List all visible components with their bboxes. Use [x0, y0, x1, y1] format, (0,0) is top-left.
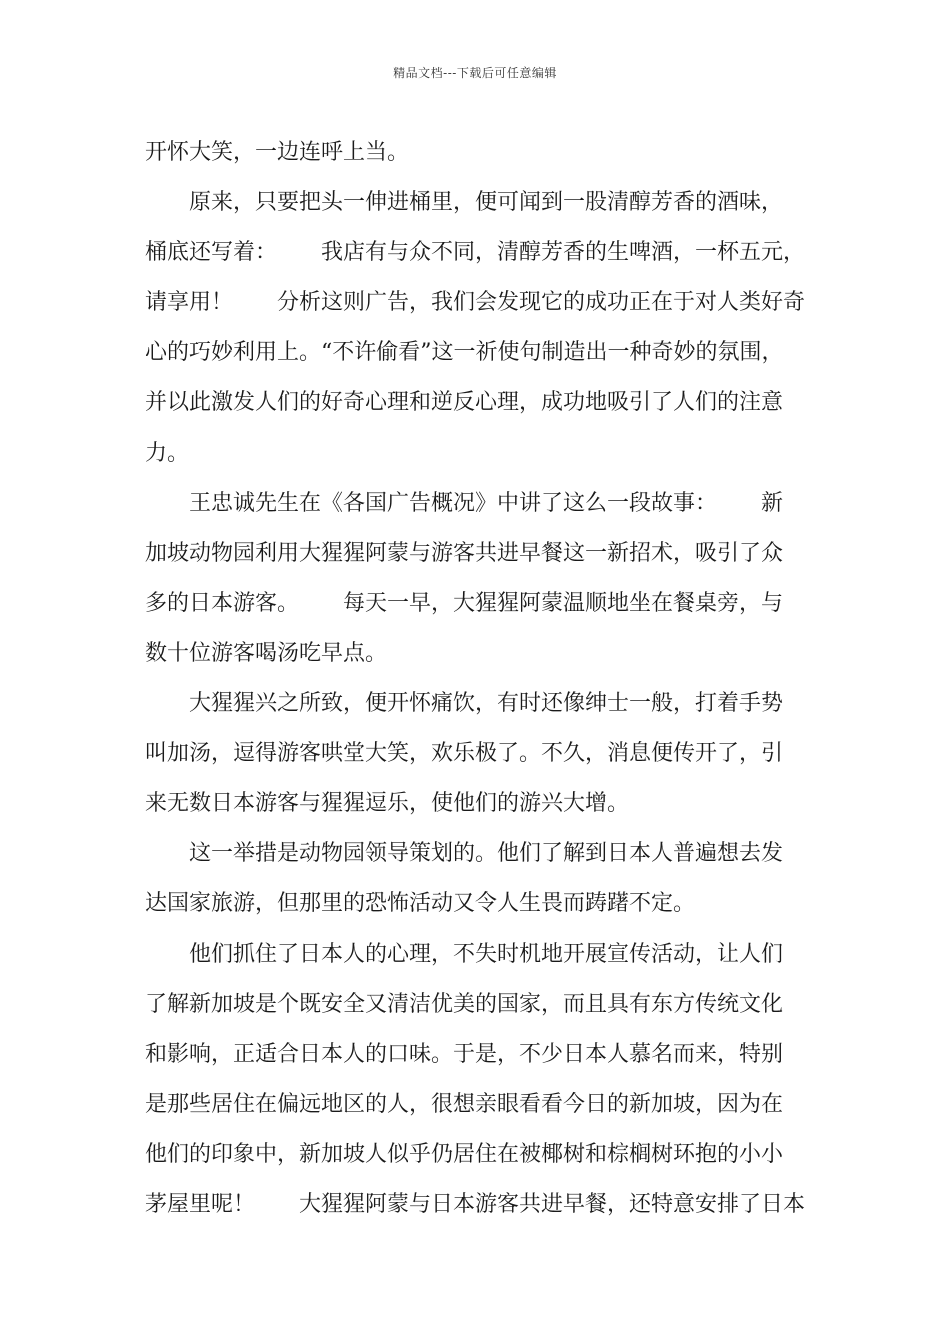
text-line [145, 1180, 815, 1230]
text-line [145, 679, 815, 729]
text-line [145, 980, 815, 1030]
text-line [145, 278, 815, 328]
text-segment: 力。 [145, 440, 190, 466]
text-segment: 王忠诚先生在《各国广告概况》中讲了这么一段故事： [189, 490, 718, 516]
text-segment: 和影响，正适合日本人的口味。于是，不少日本人慕名而来，特别 [145, 1041, 784, 1067]
text-line [145, 228, 815, 278]
text-line [145, 879, 815, 929]
text-line [145, 579, 815, 629]
text-line [145, 1130, 815, 1180]
text-segment: 达国家旅游，但那里的恐怖活动又令人生畏而踌躇不定。 [145, 891, 696, 917]
text-line [145, 1080, 815, 1130]
text-segment: 来无数日本游客与猩猩逗乐，使他们的游兴大增。 [145, 791, 630, 817]
text-segment: 他们的印象中，新加坡人似乎仍居住在被椰树和棕榈树环抱的小小 [145, 1141, 784, 1167]
text-line [145, 779, 815, 829]
text-line [145, 378, 815, 428]
text-line [145, 178, 815, 228]
text-segment: 心的巧妙利用上。“不许偷看”这一祈使句制造出一种奇妙的氛围， [145, 340, 784, 366]
text-segment: 原来，只要把头一伸进桶里，便可闻到一股清醇芳香的酒味， [189, 190, 784, 216]
text-segment: 新 [761, 490, 784, 516]
text-segment: 这一举措是动物园领导策划的。他们了解到日本人普遍想去发 [189, 841, 784, 867]
text-line [145, 429, 815, 479]
text-line [145, 328, 815, 378]
document-body [145, 128, 815, 1230]
text-line [145, 479, 815, 529]
page-header: 精品文档---下载后可任意编辑 [393, 66, 557, 80]
text-line [145, 128, 815, 178]
text-segment: 并以此激发人们的好奇心理和逆反心理，成功地吸引了人们的注意 [145, 390, 784, 416]
text-line [145, 930, 815, 980]
text-segment: 桶底还写着： [145, 240, 278, 266]
text-segment: 多的日本游客。 [145, 590, 300, 616]
text-segment: 了解新加坡是个既安全又清洁优美的国家，而且具有东方传统文化 [145, 991, 784, 1017]
text-segment: 加坡动物园利用大猩猩阿蒙与游客共进早餐这一新招术，吸引了众 [145, 540, 784, 566]
text-line [145, 629, 815, 679]
text-segment: 数十位游客喝汤吃早点。 [145, 640, 388, 666]
text-segment: 每天一早，大猩猩阿蒙温顺地坐在餐桌旁，与 [343, 590, 784, 616]
text-segment: 分析这则广告，我们会发现它的成功正在于对人类好奇 [277, 290, 806, 316]
text-line [145, 729, 815, 779]
text-segment: 茅屋里呢！ [145, 1191, 256, 1217]
text-segment: 大猩猩阿蒙与日本游客共进早餐，还特意安排了日本 [299, 1191, 806, 1217]
text-line [145, 829, 815, 879]
text-segment: 我店有与众不同，清醇芳香的生啤酒，一杯五元， [321, 240, 806, 266]
text-segment: 大猩猩兴之所致，便开怀痛饮，有时还像绅士一般，打着手势 [189, 691, 784, 717]
text-segment: 请享用！ [145, 290, 234, 316]
text-segment: 他们抓住了日本人的心理，不失时机地开展宣传活动，让人们 [189, 941, 784, 967]
text-line [145, 1030, 815, 1080]
text-segment: 叫加汤，逗得游客哄堂大笑，欢乐极了。不久，消息便传开了，引 [145, 741, 784, 767]
text-segment: 是那些居住在偏远地区的人，很想亲眼看看今日的新加坡，因为在 [145, 1091, 784, 1117]
text-segment: 开怀大笑，一边连呼上当。 [145, 140, 410, 165]
text-line [145, 529, 815, 579]
